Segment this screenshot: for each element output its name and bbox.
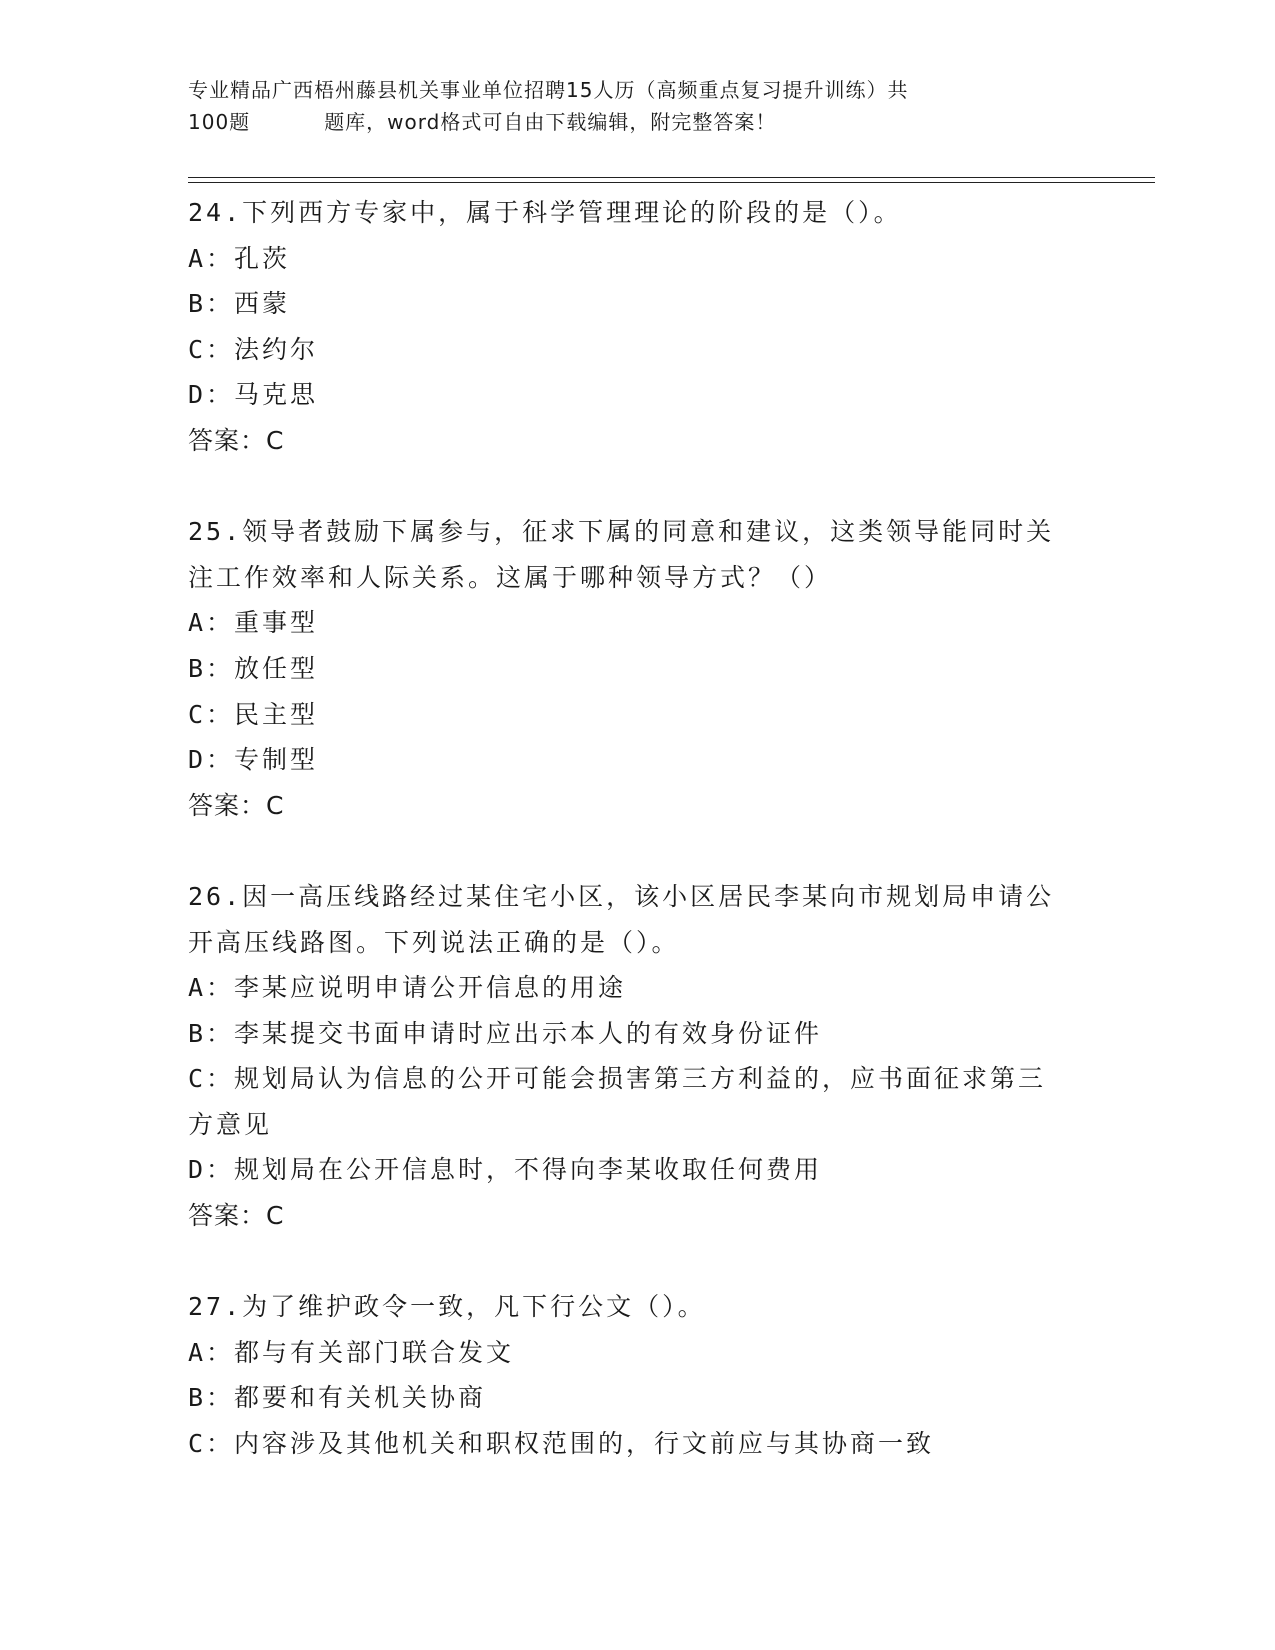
option-b: B：李某提交书面申请时应出示本人的有效身份证件 [188,1018,823,1048]
option-c: C：规划局认为信息的公开可能会损害第三方利益的，应书面征求第三 [188,1064,1047,1094]
question-text: 24.下列西方专家中，属于科学管理理论的阶段的是（）。 [188,198,902,227]
header-rule-bottom [188,182,1155,183]
question-text-continued: 开高压线路图。下列说法正确的是（）。 [188,927,680,957]
option-d: D：马克思 [188,380,319,410]
option-a: A：李某应说明申请公开信息的用途 [188,973,627,1003]
option-d: D：规划局在公开信息时，不得向李某收取任何费用 [188,1155,823,1185]
header-line-2 [188,106,1088,138]
option-a: A：重事型 [188,608,319,638]
header-description: 题库，word格式可自由下载编辑，附完整答案！ [324,110,777,134]
document-header [188,74,1088,138]
question-26 [188,874,1088,1239]
option-c: C：民主型 [188,699,319,729]
option-a: A：孔茨 [188,243,291,273]
header-line-1: 专业精品广西梧州藤县机关事业单位招聘15人历（高频重点复习提升训练）共 [188,78,909,102]
question-25 [188,509,1088,828]
question-spacer [188,1239,1088,1285]
question-24 [188,190,1088,464]
answer: 答案：C [188,1201,285,1231]
answer: 答案：C [188,790,285,820]
option-a: A：都与有关部门联合发文 [188,1337,515,1367]
option-c: C：内容涉及其他机关和职权范围的，行文前应与其协商一致 [188,1429,935,1459]
question-text: 26.因一高压线路经过某住宅小区，该小区居民李某向市规划局申请公 [188,881,1055,911]
question-spacer [188,464,1088,510]
option-b: B：都要和有关机关协商 [188,1383,487,1413]
header-count: 100题 [188,110,251,134]
question-list [188,190,1088,1467]
question-text-continued: 注工作效率和人际关系。这属于哪种领导方式？（） [188,562,833,592]
option-d: D：专制型 [188,745,319,775]
answer: 答案：C [188,425,285,455]
option-c-continued: 方意见 [188,1109,273,1139]
header-rule-top [188,177,1155,178]
question-spacer [188,828,1088,874]
option-b: B：放任型 [188,653,319,683]
option-b: B：西蒙 [188,289,291,319]
option-c: C：法约尔 [188,334,319,364]
question-text: 27.为了维护政令一致，凡下行公文（）。 [188,1292,706,1322]
question-text: 25.领导者鼓励下属参与，征求下属的同意和建议，这类领导能同时关 [188,517,1055,547]
question-27 [188,1284,1088,1466]
